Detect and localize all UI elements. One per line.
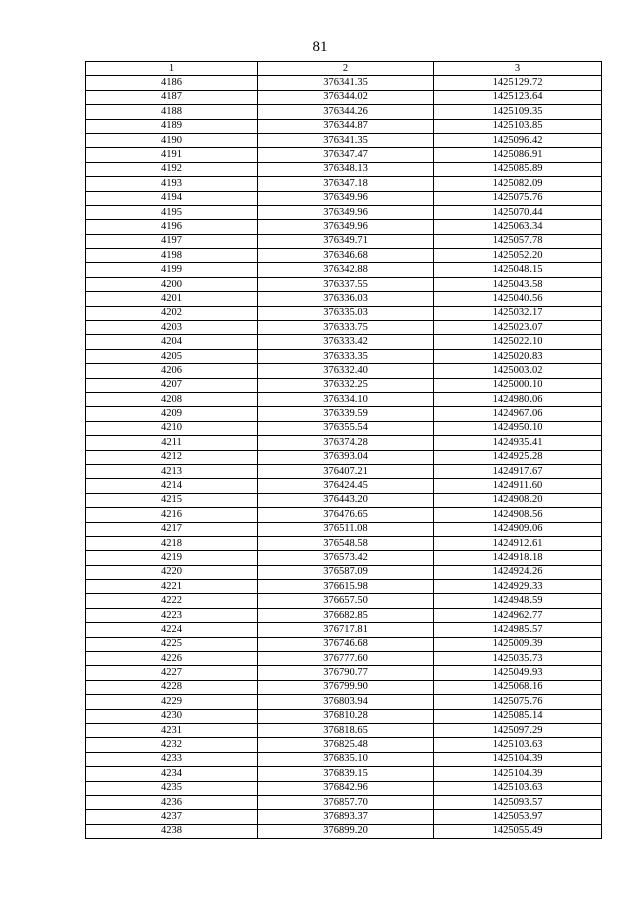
point-number-cell: 4233 — [86, 752, 258, 766]
y-coordinate-cell: 1425103.63 — [434, 781, 602, 795]
column-header-3: 3 — [434, 62, 602, 76]
table-row — [86, 133, 602, 147]
table-row — [86, 695, 602, 709]
y-coordinate-cell: 1424917.67 — [434, 464, 602, 478]
x-coordinate-cell: 376407.21 — [258, 464, 434, 478]
x-coordinate-cell: 376339.59 — [258, 407, 434, 421]
y-coordinate-cell: 1424985.57 — [434, 623, 602, 637]
table-row — [86, 306, 602, 320]
y-coordinate-cell: 1425003.02 — [434, 364, 602, 378]
x-coordinate-cell: 376615.98 — [258, 580, 434, 594]
table-row — [86, 321, 602, 335]
point-number-cell: 4192 — [86, 162, 258, 176]
x-coordinate-cell: 376443.20 — [258, 493, 434, 507]
x-coordinate-cell: 376825.48 — [258, 738, 434, 752]
point-number-cell: 4201 — [86, 292, 258, 306]
table-row — [86, 105, 602, 119]
point-number-cell: 4231 — [86, 723, 258, 737]
point-number-cell: 4209 — [86, 407, 258, 421]
y-coordinate-cell: 1425103.63 — [434, 738, 602, 752]
x-coordinate-cell: 376393.04 — [258, 450, 434, 464]
x-coordinate-cell: 376333.42 — [258, 335, 434, 349]
y-coordinate-cell: 1425086.91 — [434, 148, 602, 162]
x-coordinate-cell: 376336.03 — [258, 292, 434, 306]
y-coordinate-cell: 1425097.29 — [434, 723, 602, 737]
x-coordinate-cell: 376333.35 — [258, 349, 434, 363]
table-row — [86, 594, 602, 608]
x-coordinate-cell: 376799.90 — [258, 680, 434, 694]
y-coordinate-cell: 1425035.73 — [434, 652, 602, 666]
y-coordinate-cell: 1425093.57 — [434, 795, 602, 809]
y-coordinate-cell: 1425049.93 — [434, 666, 602, 680]
y-coordinate-cell: 1425129.72 — [434, 76, 602, 90]
table-row — [86, 580, 602, 594]
table-row — [86, 637, 602, 651]
x-coordinate-cell: 376333.75 — [258, 321, 434, 335]
x-coordinate-cell: 376476.65 — [258, 508, 434, 522]
table-row — [86, 824, 602, 838]
table-row — [86, 493, 602, 507]
point-number-cell: 4190 — [86, 133, 258, 147]
x-coordinate-cell: 376349.96 — [258, 191, 434, 205]
table-row — [86, 767, 602, 781]
table-row — [86, 680, 602, 694]
y-coordinate-cell: 1425048.15 — [434, 263, 602, 277]
y-coordinate-cell: 1425068.16 — [434, 680, 602, 694]
x-coordinate-cell: 376717.81 — [258, 623, 434, 637]
point-number-cell: 4234 — [86, 767, 258, 781]
y-coordinate-cell: 1425020.83 — [434, 349, 602, 363]
x-coordinate-cell: 376332.40 — [258, 364, 434, 378]
table-row — [86, 421, 602, 435]
x-coordinate-cell: 376587.09 — [258, 565, 434, 579]
x-coordinate-cell: 376835.10 — [258, 752, 434, 766]
x-coordinate-cell: 376899.20 — [258, 824, 434, 838]
table-row — [86, 522, 602, 536]
point-number-cell: 4202 — [86, 306, 258, 320]
point-number-cell: 4189 — [86, 119, 258, 133]
y-coordinate-cell: 1424912.61 — [434, 536, 602, 550]
table-row — [86, 349, 602, 363]
table-row — [86, 205, 602, 219]
point-number-cell: 4186 — [86, 76, 258, 90]
point-number-cell: 4210 — [86, 421, 258, 435]
table-row — [86, 781, 602, 795]
x-coordinate-cell: 376341.35 — [258, 133, 434, 147]
table-row — [86, 723, 602, 737]
table-row — [86, 76, 602, 90]
point-number-cell: 4198 — [86, 249, 258, 263]
y-coordinate-cell: 1425040.56 — [434, 292, 602, 306]
x-coordinate-cell: 376342.88 — [258, 263, 434, 277]
y-coordinate-cell: 1425096.42 — [434, 133, 602, 147]
y-coordinate-cell: 1425043.58 — [434, 277, 602, 291]
x-coordinate-cell: 376842.96 — [258, 781, 434, 795]
y-coordinate-cell: 1425057.78 — [434, 234, 602, 248]
x-coordinate-cell: 376349.96 — [258, 220, 434, 234]
point-number-cell: 4215 — [86, 493, 258, 507]
y-coordinate-cell: 1425055.49 — [434, 824, 602, 838]
x-coordinate-cell: 376682.85 — [258, 608, 434, 622]
table-row — [86, 565, 602, 579]
y-coordinate-cell: 1425109.35 — [434, 105, 602, 119]
point-number-cell: 4199 — [86, 263, 258, 277]
point-number-cell: 4219 — [86, 551, 258, 565]
x-coordinate-cell: 376746.68 — [258, 637, 434, 651]
table-row — [86, 810, 602, 824]
y-coordinate-cell: 1424918.18 — [434, 551, 602, 565]
x-coordinate-cell: 376790.77 — [258, 666, 434, 680]
x-coordinate-cell: 376818.65 — [258, 723, 434, 737]
y-coordinate-cell: 1425032.17 — [434, 306, 602, 320]
point-number-cell: 4212 — [86, 450, 258, 464]
y-coordinate-cell: 1425085.89 — [434, 162, 602, 176]
x-coordinate-cell: 376777.60 — [258, 652, 434, 666]
table-row — [86, 623, 602, 637]
table-row — [86, 392, 602, 406]
y-coordinate-cell: 1424924.26 — [434, 565, 602, 579]
table-row — [86, 234, 602, 248]
table-row — [86, 378, 602, 392]
table-row — [86, 191, 602, 205]
y-coordinate-cell: 1425123.64 — [434, 90, 602, 104]
table-row — [86, 536, 602, 550]
point-number-cell: 4230 — [86, 709, 258, 723]
point-number-cell: 4225 — [86, 637, 258, 651]
x-coordinate-cell: 376337.55 — [258, 277, 434, 291]
point-number-cell: 4218 — [86, 536, 258, 550]
point-number-cell: 4221 — [86, 580, 258, 594]
table-row — [86, 364, 602, 378]
x-coordinate-cell: 376839.15 — [258, 767, 434, 781]
x-coordinate-cell: 376810.28 — [258, 709, 434, 723]
x-coordinate-cell: 376374.28 — [258, 436, 434, 450]
y-coordinate-cell: 1424911.60 — [434, 479, 602, 493]
point-number-cell: 4220 — [86, 565, 258, 579]
point-number-cell: 4237 — [86, 810, 258, 824]
x-coordinate-cell: 376349.71 — [258, 234, 434, 248]
column-header-1: 1 — [86, 62, 258, 76]
point-number-cell: 4236 — [86, 795, 258, 809]
x-coordinate-cell: 376349.96 — [258, 205, 434, 219]
x-coordinate-cell: 376347.47 — [258, 148, 434, 162]
table-body — [86, 76, 602, 839]
table-row — [86, 666, 602, 680]
y-coordinate-cell: 1425103.85 — [434, 119, 602, 133]
y-coordinate-cell: 1425023.07 — [434, 321, 602, 335]
table-row — [86, 148, 602, 162]
x-coordinate-cell: 376344.26 — [258, 105, 434, 119]
x-coordinate-cell: 376548.58 — [258, 536, 434, 550]
point-number-cell: 4205 — [86, 349, 258, 363]
table-row — [86, 464, 602, 478]
y-coordinate-cell: 1424950.10 — [434, 421, 602, 435]
table-row — [86, 249, 602, 263]
point-number-cell: 4207 — [86, 378, 258, 392]
coordinates-table — [85, 61, 602, 839]
table-row — [86, 608, 602, 622]
point-number-cell: 4206 — [86, 364, 258, 378]
point-number-cell: 4229 — [86, 695, 258, 709]
point-number-cell: 4227 — [86, 666, 258, 680]
point-number-cell: 4216 — [86, 508, 258, 522]
x-coordinate-cell: 376511.08 — [258, 522, 434, 536]
x-coordinate-cell: 376341.35 — [258, 76, 434, 90]
x-coordinate-cell: 376335.03 — [258, 306, 434, 320]
point-number-cell: 4213 — [86, 464, 258, 478]
point-number-cell: 4238 — [86, 824, 258, 838]
column-header-2: 2 — [258, 62, 434, 76]
x-coordinate-cell: 376344.02 — [258, 90, 434, 104]
point-number-cell: 4211 — [86, 436, 258, 450]
x-coordinate-cell: 376573.42 — [258, 551, 434, 565]
point-number-cell: 4232 — [86, 738, 258, 752]
table-row — [86, 177, 602, 191]
table-row — [86, 335, 602, 349]
table-row — [86, 752, 602, 766]
point-number-cell: 4187 — [86, 90, 258, 104]
point-number-cell: 4208 — [86, 392, 258, 406]
table-row — [86, 292, 602, 306]
point-number-cell: 4197 — [86, 234, 258, 248]
table-row — [86, 263, 602, 277]
y-coordinate-cell: 1425052.20 — [434, 249, 602, 263]
point-number-cell: 4222 — [86, 594, 258, 608]
point-number-cell: 4196 — [86, 220, 258, 234]
x-coordinate-cell: 376346.68 — [258, 249, 434, 263]
x-coordinate-cell: 376857.70 — [258, 795, 434, 809]
x-coordinate-cell: 376803.94 — [258, 695, 434, 709]
y-coordinate-cell: 1425075.76 — [434, 695, 602, 709]
x-coordinate-cell: 376334.10 — [258, 392, 434, 406]
point-number-cell: 4195 — [86, 205, 258, 219]
point-number-cell: 4193 — [86, 177, 258, 191]
y-coordinate-cell: 1424967.06 — [434, 407, 602, 421]
table-row — [86, 220, 602, 234]
point-number-cell: 4200 — [86, 277, 258, 291]
table-row — [86, 119, 602, 133]
table-row — [86, 709, 602, 723]
y-coordinate-cell: 1425104.39 — [434, 752, 602, 766]
y-coordinate-cell: 1424980.06 — [434, 392, 602, 406]
x-coordinate-cell: 376893.37 — [258, 810, 434, 824]
y-coordinate-cell: 1424929.33 — [434, 580, 602, 594]
point-number-cell: 4235 — [86, 781, 258, 795]
y-coordinate-cell: 1424925.28 — [434, 450, 602, 464]
y-coordinate-cell: 1425082.09 — [434, 177, 602, 191]
y-coordinate-cell: 1425053.97 — [434, 810, 602, 824]
point-number-cell: 4217 — [86, 522, 258, 536]
point-number-cell: 4204 — [86, 335, 258, 349]
point-number-cell: 4188 — [86, 105, 258, 119]
y-coordinate-cell: 1424935.41 — [434, 436, 602, 450]
x-coordinate-cell: 376332.25 — [258, 378, 434, 392]
y-coordinate-cell: 1425022.10 — [434, 335, 602, 349]
table-row — [86, 479, 602, 493]
point-number-cell: 4228 — [86, 680, 258, 694]
x-coordinate-cell: 376348.13 — [258, 162, 434, 176]
x-coordinate-cell: 376347.18 — [258, 177, 434, 191]
y-coordinate-cell: 1425104.39 — [434, 767, 602, 781]
table-row — [86, 652, 602, 666]
table-row — [86, 508, 602, 522]
x-coordinate-cell: 376657.50 — [258, 594, 434, 608]
table-row — [86, 277, 602, 291]
table-row — [86, 162, 602, 176]
y-coordinate-cell: 1424948.59 — [434, 594, 602, 608]
x-coordinate-cell: 376355.54 — [258, 421, 434, 435]
point-number-cell: 4226 — [86, 652, 258, 666]
y-coordinate-cell: 1424908.56 — [434, 508, 602, 522]
point-number-cell: 4223 — [86, 608, 258, 622]
point-number-cell: 4214 — [86, 479, 258, 493]
y-coordinate-cell: 1425063.34 — [434, 220, 602, 234]
y-coordinate-cell: 1424908.20 — [434, 493, 602, 507]
table-header-row — [86, 62, 602, 76]
x-coordinate-cell: 376424.45 — [258, 479, 434, 493]
y-coordinate-cell: 1424909.06 — [434, 522, 602, 536]
y-coordinate-cell: 1425009.39 — [434, 637, 602, 651]
page-number: 81 — [312, 39, 328, 55]
y-coordinate-cell: 1425075.76 — [434, 191, 602, 205]
point-number-cell: 4194 — [86, 191, 258, 205]
table-row — [86, 90, 602, 104]
y-coordinate-cell: 1425085.14 — [434, 709, 602, 723]
table-row — [86, 436, 602, 450]
table-row — [86, 450, 602, 464]
point-number-cell: 4191 — [86, 148, 258, 162]
y-coordinate-cell: 1424962.77 — [434, 608, 602, 622]
table-row — [86, 738, 602, 752]
point-number-cell: 4224 — [86, 623, 258, 637]
table-row — [86, 551, 602, 565]
table-row — [86, 795, 602, 809]
y-coordinate-cell: 1425070.44 — [434, 205, 602, 219]
y-coordinate-cell: 1425000.10 — [434, 378, 602, 392]
x-coordinate-cell: 376344.87 — [258, 119, 434, 133]
table-row — [86, 407, 602, 421]
point-number-cell: 4203 — [86, 321, 258, 335]
